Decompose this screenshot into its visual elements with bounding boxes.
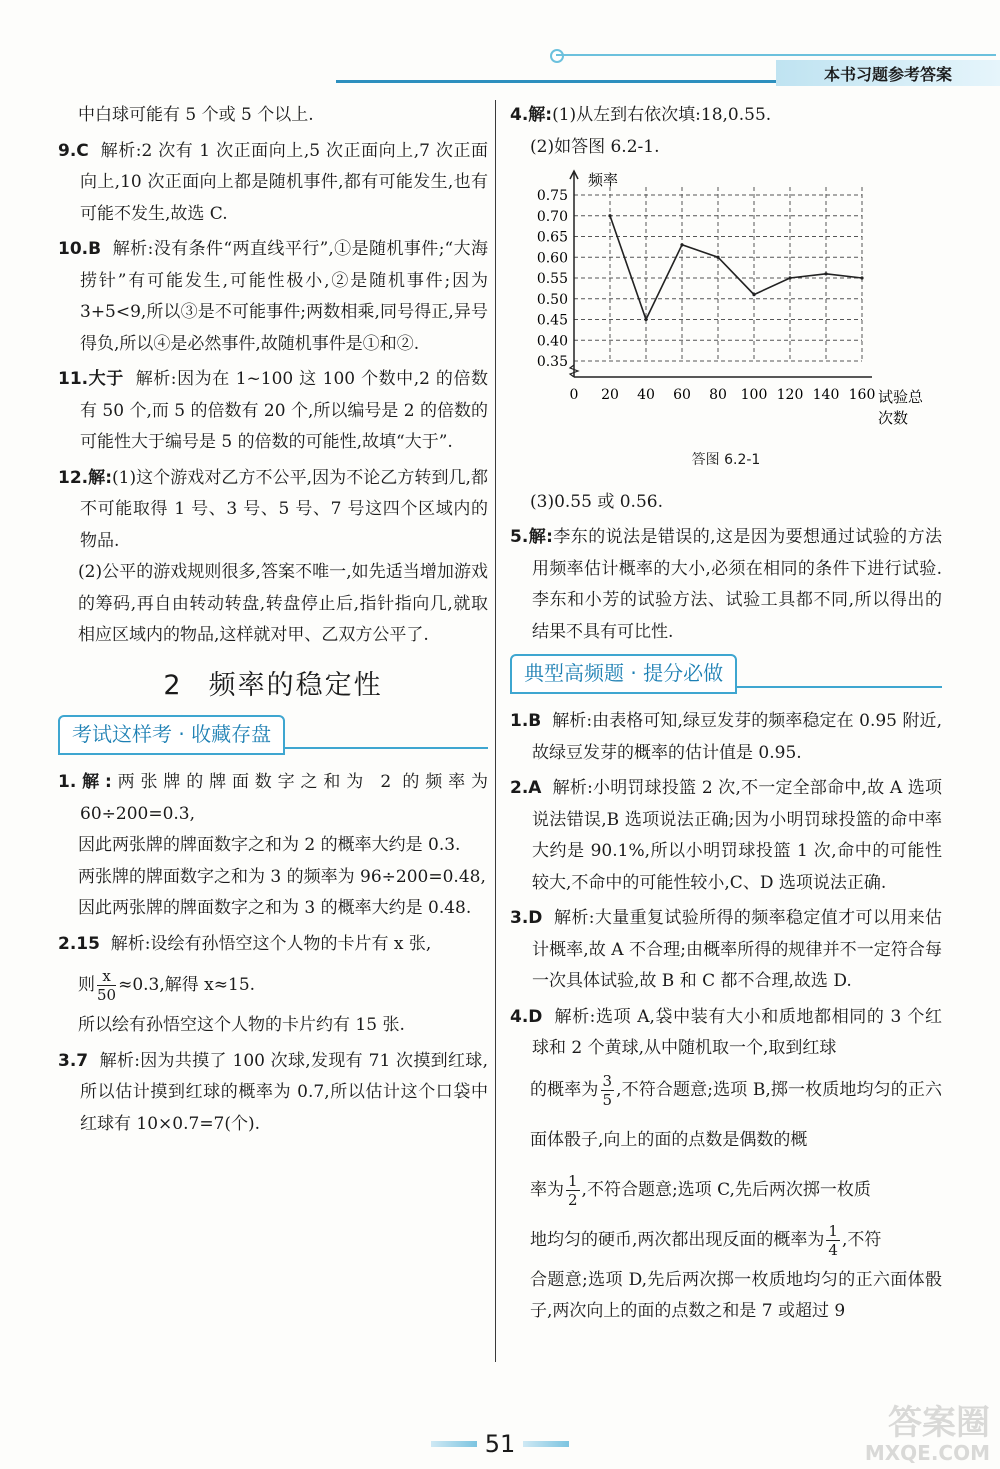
answer-text: 李东的说法是错误的,这是因为要想通过试验的方法用频率估计概率的大小,必须在相同的条件下进行试验.李东和小芳的试验方法、试验工具都不同,所以得出的结果不具有可比性. — [532, 527, 943, 642]
header-title: 本书习题参考答案 — [776, 60, 1000, 86]
exercise-1-line2: 因此两张牌的牌面数字之和为 2 的概率大约是 0.3. — [78, 835, 461, 855]
data-point — [680, 243, 683, 246]
answer-10 — [58, 234, 488, 360]
y-axis-label: 频率 — [588, 171, 619, 189]
banner-highfreq — [510, 654, 942, 694]
page-footer — [420, 1428, 580, 1460]
y-tick-label: 0.75 — [536, 188, 568, 204]
x-axis-label-line2: 次数 — [878, 409, 909, 427]
fraction: $\frac{1}{4}$ — [828, 1221, 838, 1259]
header-dot — [550, 49, 564, 63]
x-tick-label: 80 — [709, 387, 727, 403]
highfreq-4-line5: 合题意;选项 D,先后两次掷一枚质地均匀的正六面体骰子,两次向上的面的点数之和是 7 或超过 9 — [530, 1269, 942, 1321]
answer-label: 1.解: — [58, 772, 112, 792]
y-tick-label: 0.70 — [536, 208, 568, 225]
answer-label: 2.15 — [58, 933, 100, 954]
answer-label: 3.7 — [58, 1050, 89, 1071]
left-column — [58, 100, 488, 1144]
exercise-2-line2: 则 $\frac{x}{50}$ ≈0.3,解得 x≈15. — [78, 967, 256, 1004]
highfreq-4-line4: 地均匀的硬币,两次都出现反面的概率为 $\frac{1}{4}$ ,不符 — [530, 1221, 882, 1259]
highfreq-2 — [510, 773, 942, 899]
chart-caption: 答图 6.2-1 — [691, 452, 761, 468]
x-tick-label: 120 — [776, 387, 804, 403]
right-column — [510, 100, 942, 1328]
answer-label: 2.A — [510, 778, 542, 798]
answer-4-part3: (3)0.55 或 0.56. — [530, 491, 663, 512]
answer-text: 解析:选项 A,袋中装有大小和质地都相同的 3 个红球和 2 个黄球,从中随机取一个,取到红球 — [532, 1006, 943, 1058]
y-tick-label: 0.55 — [536, 271, 568, 287]
section-number: 2 — [163, 669, 183, 701]
y-tick-label: 0.40 — [536, 333, 568, 350]
x-tick-label: 100 — [740, 387, 768, 403]
answer-12-part2: (2)公平的游戏规则很多,答案不唯一,如先适当增加游戏的筹码,再自由转动转盘,转盘停止后,指针指向几,就取相应区域内的物品,这样就对甲、乙双方公平了. — [78, 562, 488, 645]
page-number: 51 — [484, 1430, 516, 1458]
x-tick-label: 40 — [637, 387, 655, 403]
data-point — [608, 214, 611, 217]
answer-4 — [510, 100, 942, 132]
answer-4-line2: (2)如答图 6.2-1. — [530, 136, 660, 157]
answer-label: 12.解: — [58, 467, 113, 488]
answer-text: 解析:大量重复试验所得的频率稳定值才可以用来估计概率,故 A 不合理;由概率所得的规律并不一定符合每一次具体试验,故 B 和 C 都不合理,故选 D. — [532, 908, 942, 991]
fraction: $\frac{x}{50}$ — [97, 967, 117, 1004]
y-tick-label: 0.50 — [536, 291, 568, 308]
banner-label: 考试这样考 · 收藏存盘 — [58, 715, 285, 755]
answer-text: 解析:因为在 1~100 这 100 个数中,2 的倍数有 50 个,而 5 的倍数有 20 个,所以编号是 2 的倍数的可能性大于编号是 5 的倍数的可能性,故填“大于”. — [80, 369, 489, 452]
highfreq-3 — [510, 903, 942, 998]
fraction: $\frac{3}{5}$ — [602, 1071, 613, 1109]
answer-text: 两张牌的牌面数字之和为 2 的频率为 60÷200=0.3, — [80, 772, 489, 824]
exercise-1 — [58, 767, 488, 830]
fraction: $\frac{1}{2}$ — [568, 1171, 578, 1209]
banner-label: 典型高频题 · 提分必做 — [510, 654, 737, 694]
answer-text: 解析:小明罚球投篮 2 次,不一定全部命中,故 A 选项说法错误,B 选项说法正确;因为小明罚球投篮的命中率大约是 90.1%,所以小明罚球投篮 1 次,命中的可能性较大,不命中的可能性较小,C、D 选项说法正确. — [532, 778, 942, 893]
x-axis-label-line1: 试验总 — [878, 388, 924, 406]
answer-label: 11.大于 — [58, 369, 124, 389]
y-tick-label: 0.45 — [536, 312, 568, 329]
highfreq-4-line2: 的概率为 $\frac{3}{5}$ ,不符合题意;选项 B,掷一枚质地均匀的正六面体骰子,向上的面的点数是偶数的概 — [530, 1071, 943, 1150]
answer-label: 4.解: — [510, 105, 553, 125]
frequency-chart — [510, 167, 942, 439]
answer-text: 解析:2 次有 1 次正面向上,5 次正面向上,7 次正面向上,10 次正面向上都是随机事件,都有可能发生,也有可能不发生,故选 C. — [80, 140, 488, 224]
banner-exam — [58, 715, 488, 755]
answer-5 — [510, 522, 942, 648]
answer-text: 解析:设绘有孙悟空这个人物的卡片有 x 张, — [110, 933, 432, 954]
answer-label: 9.C — [58, 140, 89, 161]
frequency-line-chart — [510, 167, 942, 439]
answer-text: 解析:由表格可知,绿豆发芽的频率稳定在 0.95 附近,故绿豆发芽的概率的估计值是 0.95. — [532, 711, 942, 763]
data-point — [860, 276, 863, 279]
exercise-1-line3: 两张牌的牌面数字之和为 3 的频率为 96÷200=0.48, — [78, 866, 486, 887]
footer-decoration — [431, 1441, 477, 1447]
x-tick-label: 20 — [601, 387, 619, 403]
section-heading: 频率的稳定性 — [208, 669, 383, 701]
data-point — [752, 293, 755, 296]
answer-label: 4.D — [510, 1006, 543, 1027]
answer-label: 1.B — [510, 711, 542, 731]
y-tick-label: 0.35 — [536, 354, 568, 370]
answer-text: 解析:因为共摸了 100 次球,发现有 71 次摸到红球,所以估计摸到红球的概率为 0.7,所以估计这个口袋中红球有 10×0.7=7(个). — [80, 1050, 488, 1134]
watermark: 答案圈 MXQE.COM — [864, 1403, 990, 1465]
highfreq-1 — [510, 706, 942, 769]
data-point — [824, 272, 827, 275]
paragraph-continuation: 中白球可能有 5 个或 5 个以上. — [78, 105, 314, 125]
y-tick-label: 0.60 — [536, 250, 568, 267]
section-title — [58, 670, 488, 702]
highfreq-4-line3: 率为 $\frac{1}{2}$ ,不符合题意;选项 C,先后两次掷一枚质 — [530, 1171, 871, 1209]
answer-12 — [58, 463, 488, 558]
exercise-2-line3: 所以绘有孙悟空这个人物的卡片约有 15 张. — [78, 1015, 405, 1035]
header-line — [556, 54, 996, 56]
exercise-1-line4: 因此两张牌的牌面数字之和为 3 的概率大约是 0.48. — [78, 898, 472, 918]
answer-label: 3.D — [510, 908, 543, 928]
x-tick-label: 60 — [673, 387, 691, 403]
x-tick-label: 0 — [569, 387, 579, 403]
column-divider — [495, 100, 496, 1362]
data-point — [644, 318, 647, 321]
footer-decoration — [523, 1441, 569, 1447]
x-tick-label: 160 — [848, 387, 876, 403]
answer-label: 5.解: — [510, 527, 553, 547]
y-tick-label: 0.65 — [536, 229, 568, 246]
answer-9 — [58, 136, 488, 231]
answer-text: 解析:没有条件“两直线平行”,①是随机事件;“大海捞针”有可能发生,可能性极小,②是随机事件;因为 3+5<9,所以③是不可能事件;两数相乘,同号得正,异号得负,所以④是必然事件,故随机事件是①和②. — [80, 239, 488, 354]
highfreq-4 — [510, 1002, 942, 1065]
answer-text: (1)这个游戏对乙方不公平,因为不论乙方转到几,都不可能取得 1 号、3 号、5 号、7 号这四个区域内的物品. — [80, 467, 488, 551]
x-tick-label: 140 — [812, 387, 840, 403]
frequency-series-line — [610, 216, 862, 320]
answer-label: 10.B — [58, 239, 102, 259]
data-point — [716, 256, 719, 259]
answer-text: (1)从左到右依次填:18,0.55. — [552, 105, 772, 125]
data-point — [788, 276, 791, 279]
answer-11 — [58, 364, 488, 459]
exercise-3 — [58, 1046, 488, 1141]
exercise-2 — [58, 929, 488, 961]
